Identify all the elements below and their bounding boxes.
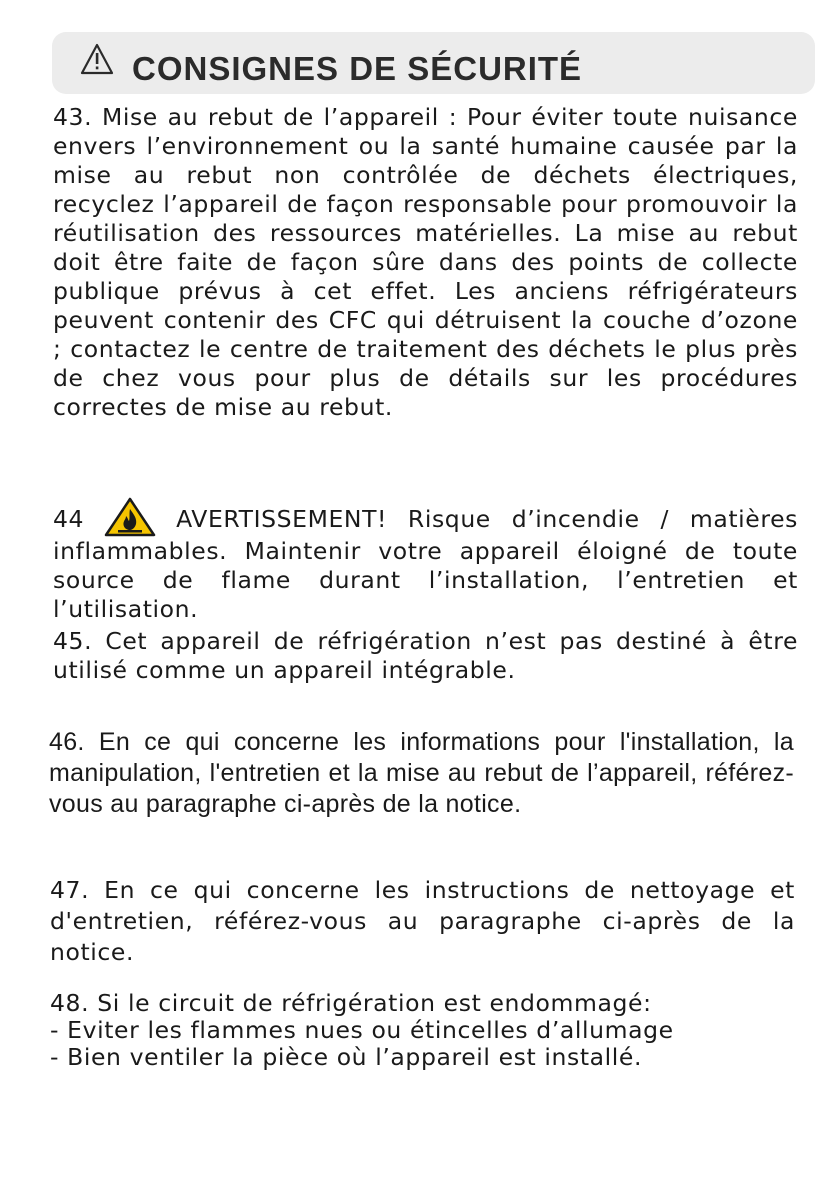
- paragraph-44: [53, 497, 798, 624]
- paragraph-48: [50, 990, 795, 1071]
- paragraph-46: 46. En ce qui concerne les informations pour l'installation, la manipulation, l'entretien et la mise au rebut de l’appareil, référez-vous au paragraphe ci-après de la notice.: [49, 728, 794, 818]
- section-header: [52, 32, 815, 94]
- paragraph-47: 47. En ce qui concerne les instructions de nettoyage et d'entretien, référez-vous au paragraphe ci-après de la notice.: [50, 876, 795, 966]
- paragraph-48-line: - Bien ventiler la pièce où l’appareil est installé.: [50, 1043, 643, 1071]
- warning-triangle-icon: [79, 42, 115, 76]
- flammable-warning-icon: [104, 497, 156, 537]
- paragraph-45: 45. Cet appareil de réfrigération n’est pas destiné à être utilisé comme un appareil intégrable.: [53, 627, 798, 684]
- paragraph-44-text: AVERTISSEMENT! Risque d’incendie / matières inflammables. Maintenir votre appareil éloigné de toute source de flame durant l’installation, l’entretien et l’utilisation.: [53, 505, 798, 623]
- page-title: CONSIGNES DE SÉCURITÉ: [132, 50, 583, 87]
- paragraph-48-line: 48. Si le circuit de réfrigération est endommagé:: [50, 989, 652, 1017]
- paragraph-43: 43. Mise au rebut de l’appareil : Pour éviter toute nuisance envers l’environnement ou la santé humaine causée par la mise au rebut non contrôlée de déchets électriques, recyclez l’appareil de façon responsable pour promouvoir la réutilisation des ressources matérielles. La mise au rebut doit être faite de façon sûre dans des points de collecte publique prévus à cet effet. Les anciens réfrigérateurs peuvent contenir des CFC qui détruisent la couche d’ozone ; contactez le centre de traitement des déchets le plus près de chez vous pour plus de détails sur les procédures correctes de mise au rebut.: [53, 103, 798, 421]
- paragraph-48-line: - Eviter les flammes nues ou étincelles d’allumage: [50, 1016, 674, 1044]
- paragraph-44-number: 44: [53, 505, 85, 533]
